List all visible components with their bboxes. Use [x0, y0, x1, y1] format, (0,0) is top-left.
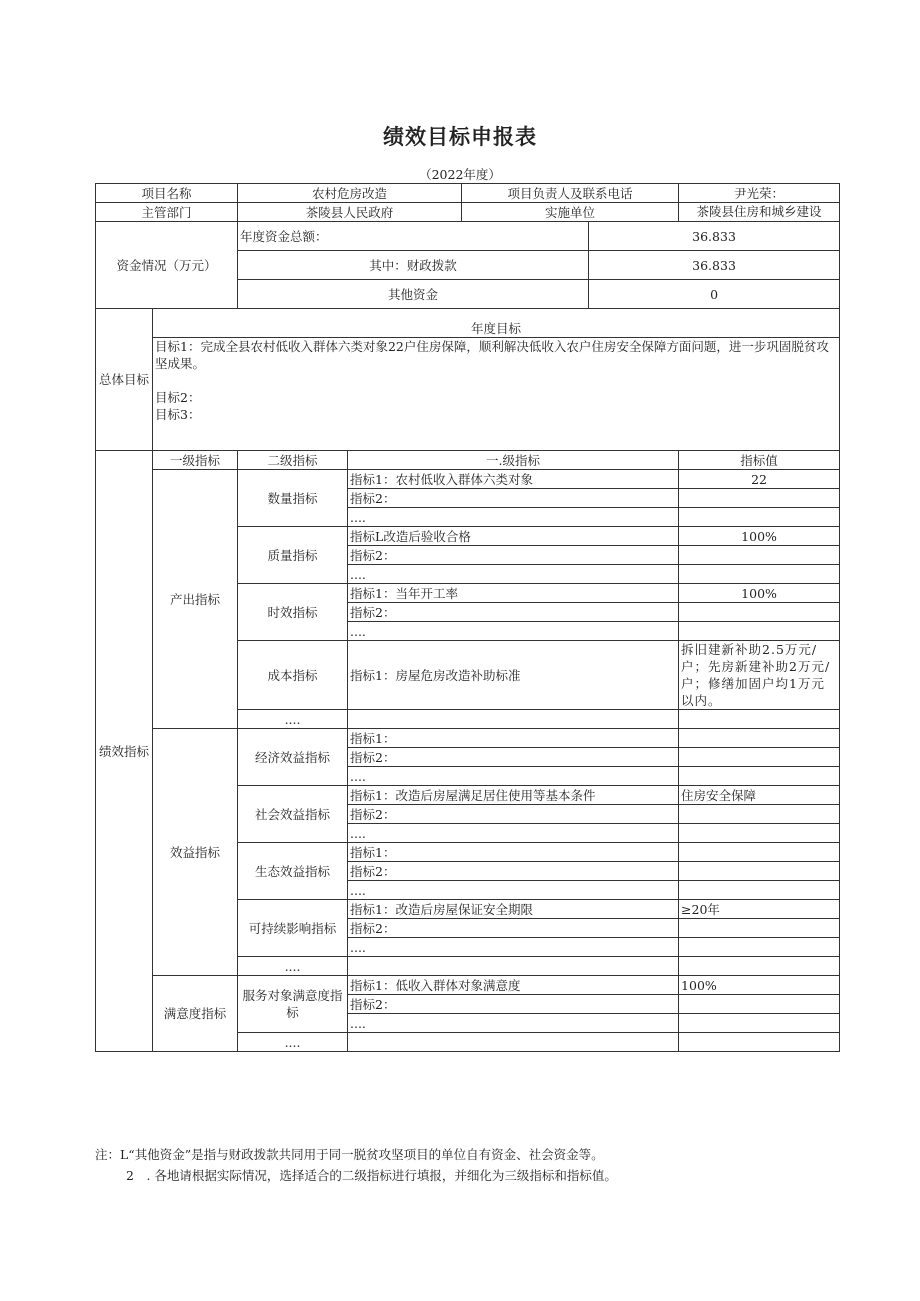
quantity-more: .... [348, 508, 679, 527]
contact-label: 项目负责人及联系电话 [462, 184, 679, 203]
funds-other-label: 其他资金 [238, 280, 589, 309]
benefit-indicator-label: 效益指标 [153, 729, 238, 976]
timeliness-indicator-2: 指标2： [348, 603, 679, 622]
goal-content [153, 338, 840, 451]
timeliness-more: .... [348, 622, 679, 641]
social-benefit-label: 社会效益指标 [238, 786, 348, 843]
sustainability-value-1: ≥20年 [679, 900, 840, 919]
funds-fiscal-value: 36.833 [589, 251, 840, 280]
ecological-more: .... [348, 881, 679, 900]
quality-indicator-1: 指标L改造后验收合格 [348, 527, 679, 546]
output-more: .... [238, 710, 348, 729]
col-value: 指标值 [679, 451, 840, 470]
social-value-1: 住房安全保障 [679, 786, 840, 805]
quality-more: .... [348, 565, 679, 584]
goal-2: 目标2： [155, 390, 201, 405]
goal-3: 目标3： [155, 407, 201, 422]
cost-indicator-1: 指标1：房屋危房改造补助标准 [348, 641, 679, 710]
report-year: （2022年度） [419, 167, 501, 182]
social-indicator-1: 指标1：改造后房屋满足居住使用等基本条件 [348, 786, 679, 805]
dept-label: 主管部门 [96, 203, 238, 222]
col-level3: 一.级指标 [348, 451, 679, 470]
service-indicator-1: 指标1：低收入群体对象满意度 [348, 976, 679, 995]
service-satisfaction-label: 服务对象满意度指标 [238, 976, 348, 1033]
funds-total-value: 36.833 [589, 222, 840, 251]
page-title: 绩效目标申报表 [383, 125, 537, 149]
funds-total-label: 年度资金总额： [238, 222, 589, 251]
satisfaction-more: .... [238, 1033, 348, 1052]
footnote-1: 注：L“其他资金”是指与财政拨款共同用于同一脱贫攻坚项目的单位自有资金、社会资金等。 [95, 1147, 604, 1162]
quantity-indicator-1: 指标1：农村低收入群体六类对象 [348, 470, 679, 489]
goal-1: 目标1：完成全县农村低收入群体六类对象22户住房保障，顺利解决低收入农户住房安全保障方面问题，进一步巩固脱贫攻坚成果。 [155, 339, 829, 371]
quality-indicator-2: 指标2： [348, 546, 679, 565]
dept-value: 茶陵县人民政府 [238, 203, 462, 222]
satisfaction-indicator-label: 满意度指标 [153, 976, 238, 1052]
quantity-indicator-2: 指标2： [348, 489, 679, 508]
economic-indicator-2: 指标2： [348, 748, 679, 767]
performance-form-table [95, 183, 840, 1052]
funds-fiscal-label: 其中：财政拨款 [238, 251, 589, 280]
timeliness-indicator-1: 指标1：当年开工率 [348, 584, 679, 603]
overall-goal-label: 总体目标 [96, 309, 153, 451]
impl-unit-value: 茶陵县住房和城乡建设 [679, 203, 840, 222]
sustainability-indicator-1: 指标1：改造后房屋保证安全期限 [348, 900, 679, 919]
social-indicator-2: 指标2： [348, 805, 679, 824]
impl-unit-label: 实施单位 [462, 203, 679, 222]
timeliness-indicator-label: 时效指标 [238, 584, 348, 641]
economic-indicator-1: 指标1： [348, 729, 679, 748]
service-more: .... [348, 1014, 679, 1033]
footnote-2: 2 . 各地请根据实际情况，选择适合的二级指标进行填报，并细化为三级指标和指标值。 [126, 1168, 617, 1183]
performance-indicator-label: 绩效指标 [96, 451, 153, 1052]
sustainability-more: .... [348, 938, 679, 957]
output-indicator-label: 产出指标 [153, 470, 238, 729]
sustainability-label: 可持续影响指标 [238, 900, 348, 957]
col-level1: 一级指标 [153, 451, 238, 470]
funds-label: 资金情况（万元） [96, 222, 238, 309]
ecological-indicator-1: 指标1： [348, 843, 679, 862]
col-level2: 二级指标 [238, 451, 348, 470]
timeliness-value-1: 100% [679, 584, 840, 603]
sustainability-indicator-2: 指标2： [348, 919, 679, 938]
economic-benefit-label: 经济效益指标 [238, 729, 348, 786]
contact-value: 尹光荣： [679, 184, 840, 203]
quality-indicator-label: 质量指标 [238, 527, 348, 584]
ecological-benefit-label: 生态效益指标 [238, 843, 348, 900]
ecological-indicator-2: 指标2： [348, 862, 679, 881]
project-name-label: 项目名称 [96, 184, 238, 203]
funds-other-value: 0 [589, 280, 840, 309]
project-name-value: 农村危房改造 [238, 184, 462, 203]
quantity-value-1: 22 [679, 470, 840, 489]
social-more: .... [348, 824, 679, 843]
cost-value-1: 拆旧建新补助2.5万元/户；先房新建补助2万元/户；修缮加固户均1万元以内。 [679, 641, 840, 710]
service-indicator-2: 指标2： [348, 995, 679, 1014]
service-value-1: 100% [679, 976, 840, 995]
benefit-more: .... [238, 957, 348, 976]
quality-value-1: 100% [679, 527, 840, 546]
economic-more: .... [348, 767, 679, 786]
quantity-indicator-label: 数量指标 [238, 470, 348, 527]
cost-indicator-label: 成本指标 [238, 641, 348, 710]
annual-goal-label: 年度目标 [153, 309, 840, 338]
